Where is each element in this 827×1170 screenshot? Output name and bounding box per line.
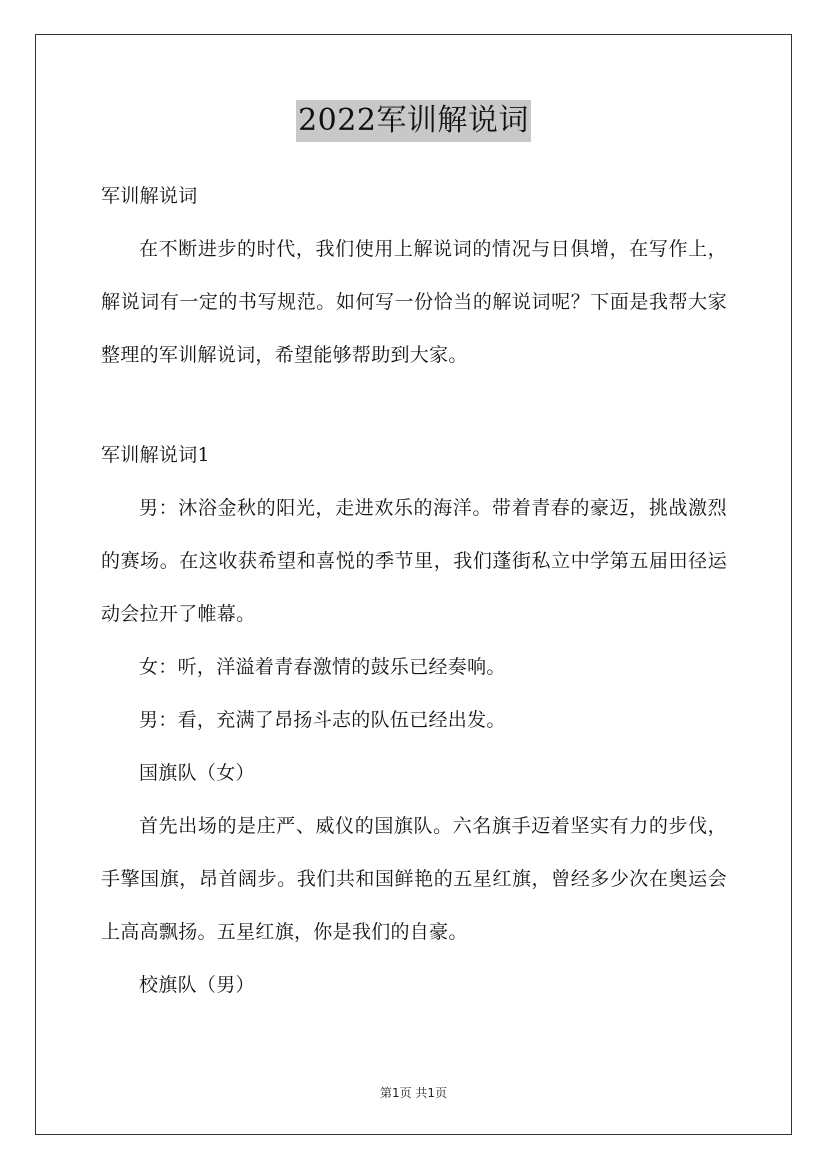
title-container — [0, 100, 827, 142]
paragraph-male-opening: 男：沐浴金秋的阳光，走进欢乐的海洋。带着青春的豪迈，挑战激烈的赛场。在这收获希望和喜悦的季节里，我们蓬街私立中学第五届田径运动会拉开了帷幕。 — [101, 497, 727, 625]
paragraph-male-look: 男：看，充满了昂扬斗志的队伍已经出发。 — [139, 709, 506, 731]
section-heading: 军训解说词 — [101, 185, 198, 207]
document-title: 2022军训解说词 — [296, 100, 531, 142]
document-body — [101, 170, 727, 1012]
subheading-school-flag-team: 校旗队（男） — [139, 974, 255, 996]
paragraph-female-listen: 女：听，洋溢着青春激情的鼓乐已经奏响。 — [139, 656, 506, 678]
page-footer — [0, 1084, 827, 1101]
section-heading-1: 军训解说词1 — [101, 444, 210, 466]
intro-paragraph: 在不断进步的时代，我们使用上解说词的情况与日俱增，在写作上，解说词有一定的书写规范。如何写一份恰当的解说词呢？下面是我帮大家整理的军训解说词，希望能够帮助到大家。 — [101, 238, 727, 366]
subheading-flag-team: 国旗队（女） — [139, 762, 255, 784]
paragraph-flag-team: 首先出场的是庄严、威仪的国旗队。六名旗手迈着坚实有力的步伐，手擎国旗，昂首阔步。我们共和国鲜艳的五星红旗，曾经多少次在奥运会上高高飘扬。五星红旗，你是我们的自豪。 — [101, 815, 727, 943]
page-number-label: 第1页 共1页 — [379, 1086, 448, 1100]
